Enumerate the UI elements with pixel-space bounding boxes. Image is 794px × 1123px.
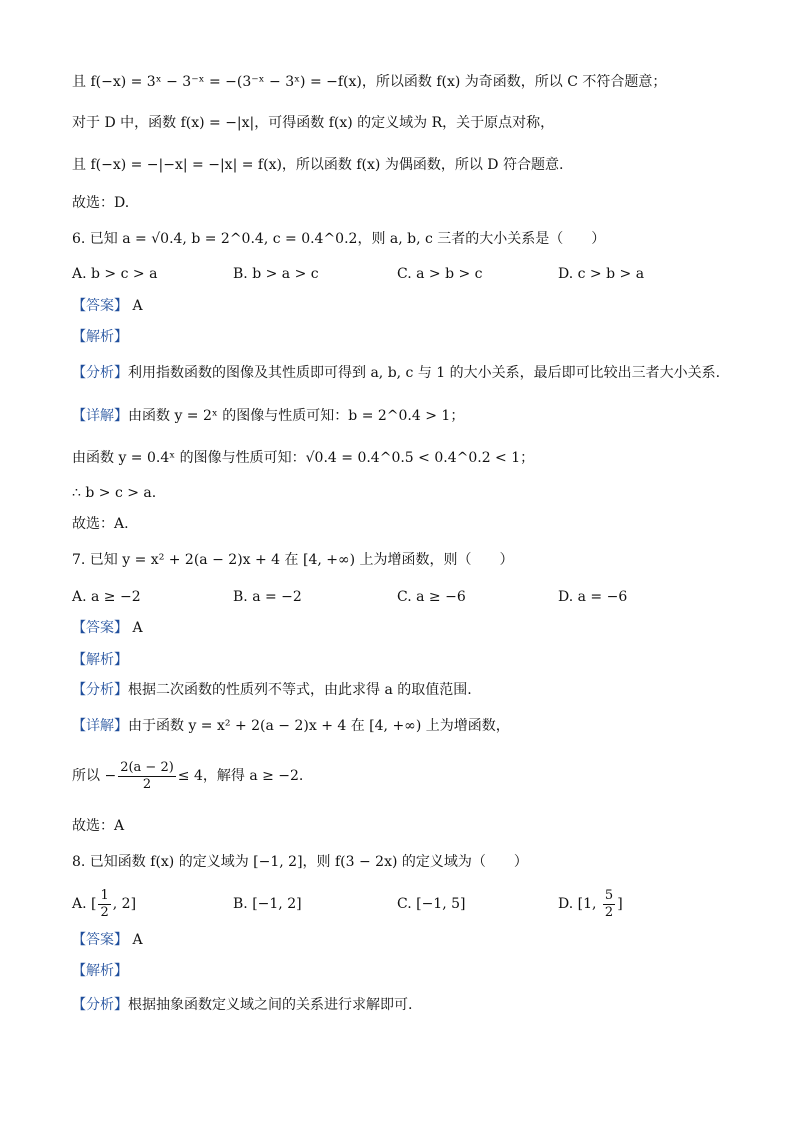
answer-tag: 【答案】 bbox=[72, 298, 128, 314]
answer-value: A bbox=[132, 298, 143, 314]
answer-line bbox=[72, 930, 143, 950]
fraction bbox=[98, 888, 110, 921]
option-d: D. a = −6 bbox=[558, 589, 628, 605]
question-7-stem: 7. 已知 y = x² + 2(a − 2)x + 4 在 [4, +∞) 上为增函数，则（ ） bbox=[72, 552, 514, 568]
answer-value: A bbox=[132, 620, 143, 636]
fraction-numerator: 2(a − 2) bbox=[120, 759, 174, 775]
text-line: 故选：D. bbox=[72, 195, 130, 211]
detail-line bbox=[72, 716, 510, 736]
answer-line bbox=[72, 618, 143, 638]
analysis-tag: 【分析】 bbox=[72, 997, 128, 1013]
detail-line-2: 由函数 y = 0.4ˣ 的图像与性质可知：√0.4 = 0.4^0.5 < 0.4^0.2 < 1； bbox=[72, 450, 535, 466]
analysis-text: 根据二次函数的性质列不等式，由此求得 a 的取值范围. bbox=[128, 682, 472, 698]
detail-text: 由于函数 y = x² + 2(a − 2)x + 4 在 [4, +∞) 上为增函数， bbox=[128, 718, 510, 734]
fraction-denominator: 2 bbox=[604, 904, 614, 920]
question-6-stem: 6. 已知 a = √0.4, b = 2^0.4, c = 0.4^0.2，则 a, b, c 三者的大小关系是（ ） bbox=[72, 231, 606, 247]
fraction bbox=[118, 760, 176, 793]
jiexi-tag: 【解析】 bbox=[72, 652, 128, 668]
answer-line bbox=[72, 296, 143, 316]
detail-line bbox=[72, 406, 464, 426]
question-8-stem: 8. 已知函数 f(x) 的定义域为 [−1, 2]，则 f(3 − 2x) 的定义域为（ ） bbox=[72, 854, 528, 870]
choose-line: 故选：A. bbox=[72, 516, 129, 532]
option-b: B. [−1, 2] bbox=[233, 896, 302, 912]
option-d bbox=[558, 886, 623, 922]
option-b: B. a = −2 bbox=[233, 589, 302, 605]
option-c: C. a ≥ −6 bbox=[397, 589, 466, 605]
fraction bbox=[603, 888, 615, 921]
answer-tag: 【答案】 bbox=[72, 620, 128, 636]
fraction-numerator: 5 bbox=[604, 887, 614, 903]
option-b: B. b > a > c bbox=[233, 266, 319, 282]
analysis-line bbox=[72, 680, 472, 700]
analysis-line bbox=[72, 363, 720, 383]
option-suffix: , 2] bbox=[112, 896, 137, 912]
option-c: C. [−1, 5] bbox=[397, 896, 466, 912]
fraction-suffix: ≤ 4，解得 a ≥ −2. bbox=[177, 768, 304, 784]
detail-fraction-line bbox=[72, 758, 303, 794]
jiexi-tag: 【解析】 bbox=[72, 329, 128, 345]
detail-tag: 【详解】 bbox=[72, 718, 128, 734]
option-prefix: A. [ bbox=[72, 896, 97, 912]
choose-line: 故选：A bbox=[72, 818, 125, 834]
jiexi-tag: 【解析】 bbox=[72, 963, 128, 979]
option-a: A. b > c > a bbox=[72, 266, 158, 282]
analysis-line bbox=[72, 995, 412, 1015]
text-line: 对于 D 中，函数 f(x) = −|x|，可得函数 f(x) 的定义域为 R，关于原点对称， bbox=[72, 115, 555, 131]
fraction-denominator: 2 bbox=[142, 776, 152, 792]
option-prefix: D. [1, bbox=[558, 896, 601, 912]
detail-line-3: ∴ b > c > a. bbox=[72, 485, 157, 501]
text-line: 且 f(−x) = −|−x| = −|x| = f(x)，所以函数 f(x) 为偶函数，所以 D 符合题意. bbox=[72, 157, 564, 173]
fraction-denominator: 2 bbox=[100, 904, 109, 920]
fraction-numerator: 1 bbox=[100, 887, 109, 903]
text-line: 且 f(−x) = 3ˣ − 3⁻ˣ = −(3⁻ˣ − 3ˣ) = −f(x)，所以函数 f(x) 为奇函数，所以 C 不符合题意； bbox=[72, 74, 667, 90]
analysis-text: 利用指数函数的图像及其性质即可得到 a, b, c 与 1 的大小关系，最后即可比较出三者大小关系. bbox=[128, 365, 721, 381]
analysis-text: 根据抽象函数定义域之间的关系进行求解即可. bbox=[128, 997, 413, 1013]
option-c: C. a > b > c bbox=[397, 266, 483, 282]
fraction-prefix: 所以 − bbox=[72, 768, 117, 784]
option-suffix: ] bbox=[617, 896, 623, 912]
option-d: D. c > b > a bbox=[558, 266, 645, 282]
option-a bbox=[72, 886, 136, 922]
option-a: A. a ≥ −2 bbox=[72, 589, 141, 605]
analysis-tag: 【分析】 bbox=[72, 682, 128, 698]
answer-value: A bbox=[132, 932, 143, 948]
detail-text: 由函数 y = 2ˣ 的图像与性质可知：b = 2^0.4 > 1； bbox=[128, 408, 465, 424]
detail-tag: 【详解】 bbox=[72, 408, 128, 424]
analysis-tag: 【分析】 bbox=[72, 365, 128, 381]
answer-tag: 【答案】 bbox=[72, 932, 128, 948]
